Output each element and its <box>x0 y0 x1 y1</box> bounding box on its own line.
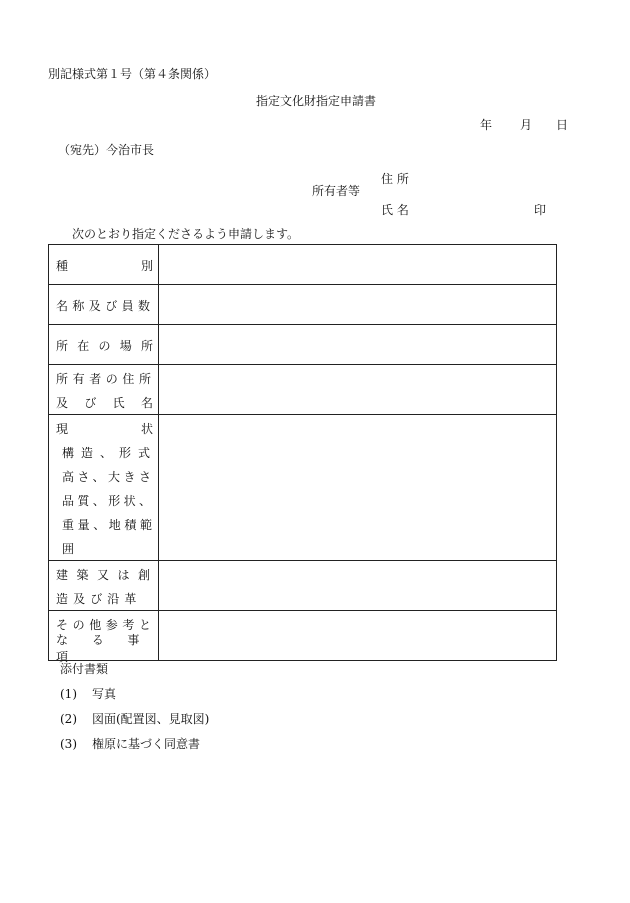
form-number: 別記様式第１号（第４条関係） <box>48 67 217 81</box>
label-line: な る 事 項 <box>56 633 152 664</box>
label-line: 品質、形状、 <box>62 493 153 508</box>
attachment-item: 写真 <box>92 687 117 701</box>
date-month-label: 月 <box>520 118 533 132</box>
row-label-name-count <box>49 285 159 325</box>
row-value-construction-history[interactable] <box>159 561 557 611</box>
table-row <box>49 325 557 365</box>
seal-label: 印 <box>534 203 547 217</box>
attachment-number: (3) <box>60 737 77 751</box>
table-row <box>49 285 557 325</box>
label-line: 高さ、大きさ <box>62 469 153 484</box>
label-line: 及 び 氏 名 <box>56 395 153 410</box>
row-label-owner <box>49 365 159 415</box>
attachment-item: 図面(配置図、見取図) <box>92 712 210 726</box>
table-row <box>49 365 557 415</box>
label-line: 造及び沿革 <box>56 591 140 606</box>
row-value-name-count[interactable] <box>159 285 557 325</box>
label-line: 所有者の住所 <box>56 371 153 386</box>
label-line: 所 在 の 場 所 <box>56 338 153 353</box>
label-line: 種 別 <box>56 258 153 273</box>
name-label: 氏 名 <box>381 203 409 217</box>
label-line: 建築又は創 <box>56 567 153 582</box>
table-row <box>49 561 557 611</box>
label-line: その他参考と <box>56 617 153 632</box>
table-row <box>49 611 557 661</box>
attachment-number: (2) <box>60 712 77 726</box>
attachment-number: (1) <box>60 687 77 701</box>
row-label-other-reference <box>49 611 159 664</box>
addressee: （宛先）今治市長 <box>58 143 155 157</box>
row-value-type[interactable] <box>159 245 557 285</box>
row-label-construction-history <box>49 561 159 611</box>
owner-group-label: 所有者等 <box>312 184 361 198</box>
row-value-current-state[interactable] <box>159 415 557 561</box>
label-line: 重量、地積範 <box>62 517 153 532</box>
row-value-owner[interactable] <box>159 365 557 415</box>
label-line: 囲 <box>62 541 75 556</box>
document-title: 指定文化財指定申請書 <box>256 94 377 108</box>
row-label-type <box>49 245 159 285</box>
address-label: 住 所 <box>381 172 409 186</box>
date-day-label: 日 <box>556 118 569 132</box>
label-line: 構造、形式 <box>62 445 153 460</box>
table-row <box>49 415 557 561</box>
row-value-location[interactable] <box>159 325 557 365</box>
label-line: 名称及び員数 <box>56 298 153 313</box>
row-value-other-reference[interactable] <box>159 611 557 661</box>
row-label-location <box>49 325 159 365</box>
row-label-current-state <box>49 415 159 561</box>
attachments-heading: 添付書類 <box>60 662 109 676</box>
table-row <box>49 245 557 285</box>
attachment-item: 権原に基づく同意書 <box>92 737 201 751</box>
label-line: 現 状 <box>56 421 153 436</box>
application-table <box>48 244 557 664</box>
intro-text: 次のとおり指定くださるよう申請します。 <box>72 227 300 241</box>
date-year-label: 年 <box>480 118 493 132</box>
